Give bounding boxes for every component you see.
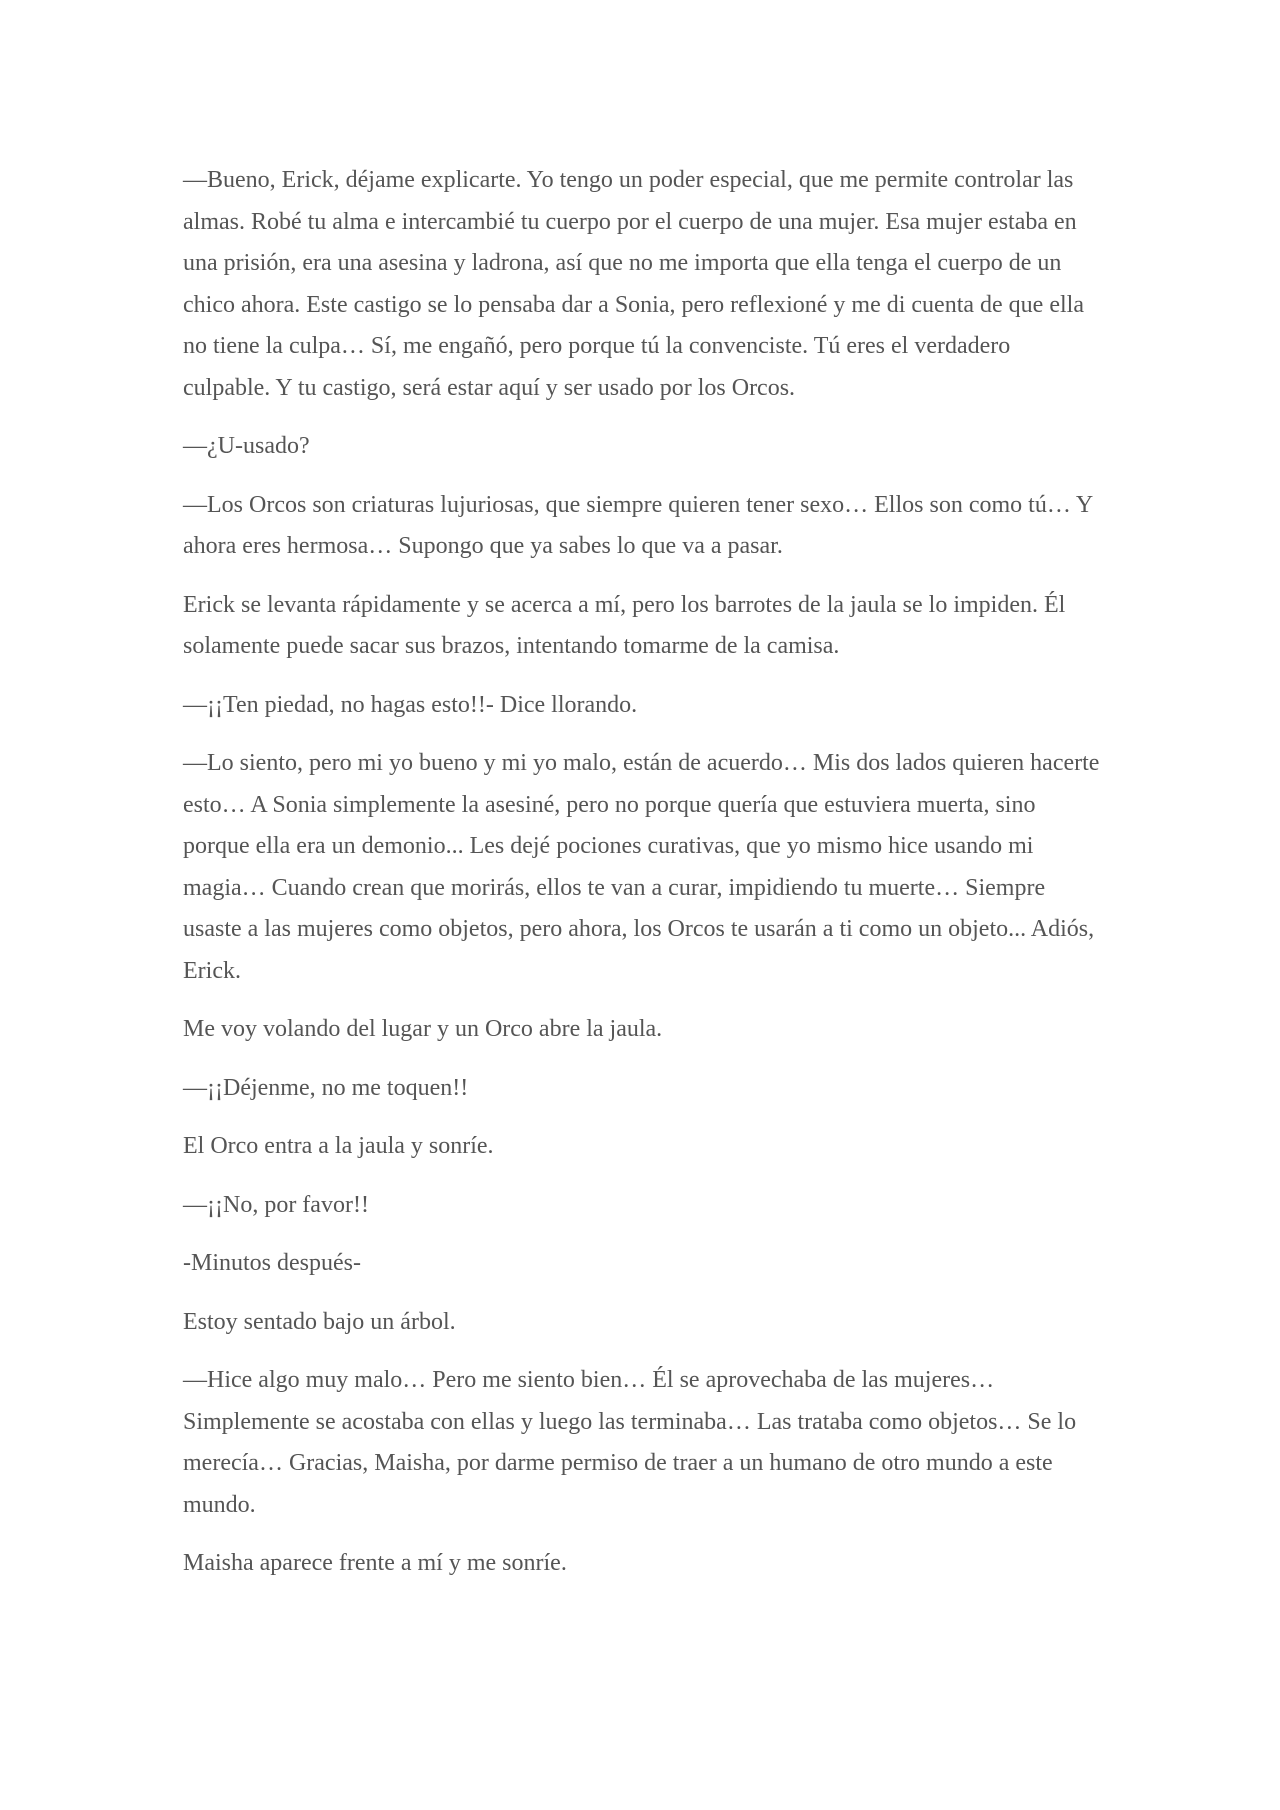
paragraph: —¿U-usado? bbox=[183, 433, 310, 459]
paragraph: —Bueno, Erick, déjame explicarte. Yo tengo un poder especial, que me permite controlar las almas. Robé tu alma e intercambié tu cuerpo por el cuerpo de una mujer. Esa mujer estaba en una prisión, era una asesina y ladrona, así que no me importa que ella tenga el cuerpo de un chico ahora. Este castigo se lo pensaba dar a Sonia, pero reflexioné y me di cuenta de que ella no tiene la culpa… Sí, me engañó, pero porque tú la convenciste. Tú eres el verdadero culpable. Y tu castigo, será estar aquí y ser usado por los Orcos. bbox=[183, 167, 1084, 401]
paragraph: —¡¡No, por favor!! bbox=[183, 1191, 369, 1218]
paragraph: El Orco entra a la jaula y sonríe. bbox=[183, 1133, 494, 1159]
paragraph: Erick se levanta rápidamente y se acerca a mí, pero los barrotes de la jaula se lo impiden. Él solamente puede sacar sus brazos, intentando tomarme de la camisa. bbox=[183, 591, 1066, 659]
paragraph: —¡¡Ten piedad, no hagas esto!!- Dice llorando. bbox=[183, 691, 638, 718]
document-body bbox=[183, 160, 1103, 1602]
paragraph: -Minutos después- bbox=[183, 1250, 361, 1276]
paragraph: Estoy sentado bajo un árbol. bbox=[183, 1308, 456, 1335]
paragraph: Me voy volando del lugar y un Orco abre la jaula. bbox=[183, 1016, 663, 1042]
paragraph: —Los Orcos son criaturas lujuriosas, que siempre quieren tener sexo… Ellos son como tú… Y ahora eres hermosa… Supongo que ya sabes lo que va a pasar. bbox=[183, 491, 1093, 559]
paragraph: —¡¡Déjenme, no me toquen!! bbox=[183, 1074, 469, 1101]
paragraph: Maisha aparece frente a mí y me sonríe. bbox=[183, 1550, 567, 1576]
paragraph: —Hice algo muy malo… Pero me siento bien… Él se aprovechaba de las mujeres… Simplemente se acostaba con ellas y luego las terminaba… Las trataba como objetos… Se lo merecía… Gracias, Maisha, por darme permiso de traer a un humano de otro mundo a este mundo. bbox=[183, 1367, 1077, 1518]
paragraph: —Lo siento, pero mi yo bueno y mi yo malo, están de acuerdo… Mis dos lados quieren hacerte esto… A Sonia simplemente la asesiné, pero no porque quería que estuviera muerta, sino porque ella era un demonio... Les dejé pociones curativas, que yo mismo hice usando mi magia… Cuando crean que morirás, ellos te van a curar, impidiendo tu muerte… Siempre usaste a las mujeres como objetos, pero ahora, los Orcos te usarán a ti como un objeto... Adiós, Erick. bbox=[183, 750, 1100, 984]
